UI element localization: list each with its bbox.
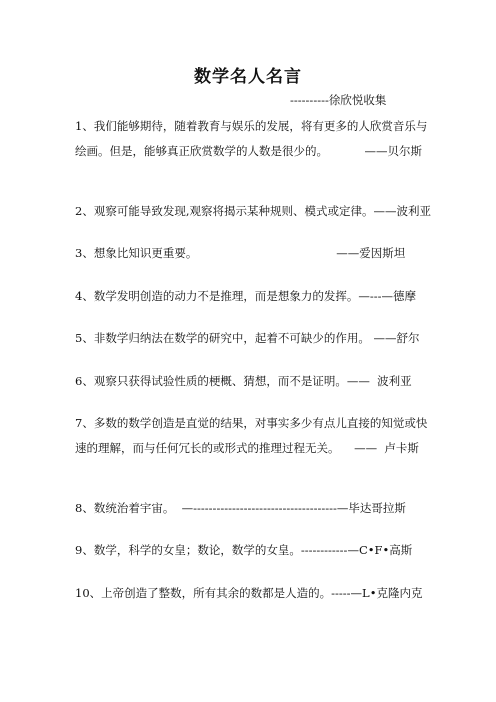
quote-line: 速的理解，而与任何冗长的或形式的推理过程无关。 —— 卢卡斯 bbox=[75, 441, 419, 455]
quote-item bbox=[75, 326, 435, 351]
quote-item bbox=[75, 581, 435, 606]
quote-line: 6、观察只获得试验性质的梗概、猜想，而不是证明。—— 波利亚 bbox=[75, 374, 412, 388]
quote-item bbox=[75, 411, 435, 461]
quote-line: 7、多数的数学创造是直觉的结果，对事实多少有点儿直接的知觉或快 bbox=[75, 416, 428, 430]
quote-line: 1、我们能够期待，随着教育与娱乐的发展，将有更多的人欣赏音乐与 bbox=[75, 119, 428, 133]
quote-line: 4、数学发明创造的动力不是推理，而是想象力的发挥。—---—德摩 bbox=[75, 289, 416, 303]
quote-item bbox=[75, 199, 435, 224]
quote-line: 绘画。但是，能够真正欣赏数学的人数是很少的。 ——贝尔斯 bbox=[75, 144, 423, 158]
quote-item bbox=[75, 241, 435, 266]
quote-item bbox=[75, 284, 435, 309]
quote-line: 10、上帝创造了整数，所有其余的数都是人造的。-----—L•克隆内克 bbox=[75, 586, 423, 600]
quote-item bbox=[75, 369, 435, 394]
collector-credit: ----------徐欣悦收集 bbox=[290, 93, 387, 107]
quote-item bbox=[75, 538, 435, 563]
quote-item bbox=[75, 496, 435, 521]
quote-line: 5、非数学归纳法在数学的研究中，起着不可缺少的作用。 ——舒尔 bbox=[75, 331, 420, 345]
quote-line: 8、数统治着宇宙。 —-------------------------------------—毕达哥拉斯 bbox=[75, 501, 406, 515]
document-title: 数学名人名言 bbox=[194, 67, 302, 87]
quote-item bbox=[75, 114, 435, 164]
quote-line: 3、想象比知识更重要。 ——爱因斯坦 bbox=[75, 246, 406, 260]
quote-line: 9、数学，科学的女皇；数论，数学的女皇。------------—C•F•高斯 bbox=[75, 543, 413, 557]
quote-line: 2、观察可能导致发现,观察将揭示某种规则、模式或定律。——波利亚 bbox=[75, 204, 431, 218]
